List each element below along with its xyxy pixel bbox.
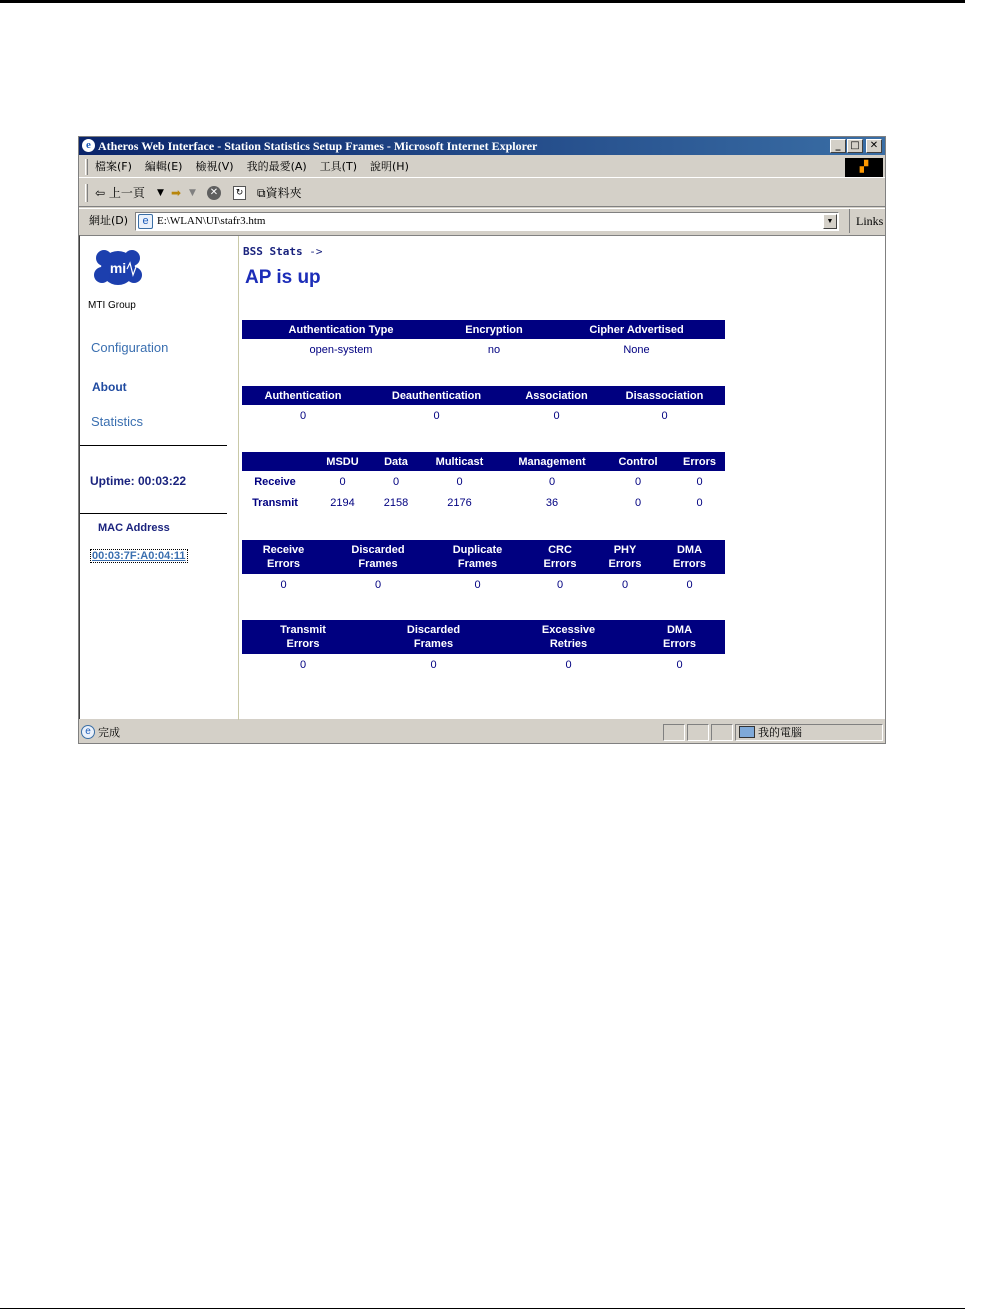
header-line: Frames — [358, 558, 398, 570]
header-errors: Errors — [682, 456, 717, 468]
page-icon: e — [138, 214, 153, 229]
status-panes — [663, 724, 733, 741]
sidebar-divider — [80, 513, 227, 514]
address-dropdown-icon[interactable]: ▼ — [823, 214, 837, 229]
transmit-errors-value: 0 — [299, 659, 307, 671]
header-dma-errors — [654, 543, 725, 571]
page-title: AP is up — [245, 267, 321, 288]
header-dma-errors — [634, 623, 725, 651]
menu-tools[interactable]: 工具(T) — [319, 160, 357, 173]
back-dropdown-icon[interactable]: ▼ — [157, 188, 164, 198]
menu-edit[interactable]: 編輯(E) — [144, 160, 183, 173]
forward-dropdown-icon[interactable]: ▼ — [189, 188, 196, 198]
address-input[interactable] — [135, 212, 839, 231]
header-association: Association — [525, 390, 588, 402]
header-line: Errors — [266, 558, 301, 570]
row-label-receive: Receive — [254, 476, 296, 488]
disassociation-value: 0 — [661, 410, 668, 422]
authentication-value: 0 — [299, 410, 307, 422]
close-button[interactable]: ✕ — [866, 139, 882, 153]
receive-errors-value: 0 — [280, 579, 287, 591]
nav-about-link[interactable]: About — [92, 380, 127, 394]
links-button[interactable]: Links — [849, 209, 883, 233]
menu-bar — [79, 156, 885, 178]
mti-logo-icon — [94, 249, 142, 287]
receive-data: 0 — [392, 476, 400, 488]
transmit-errors-table — [242, 620, 725, 674]
auth-table — [242, 320, 725, 360]
header-encryption: Encryption — [465, 324, 523, 336]
header-line: Errors — [608, 558, 642, 570]
my-computer-icon — [739, 726, 755, 738]
sidebar-frame — [80, 236, 239, 720]
mac-address-link[interactable]: 00:03:7F:A0:04:11 — [92, 550, 186, 562]
duplicate-frames-value: 0 — [474, 579, 481, 591]
toolbar-grip[interactable] — [85, 184, 88, 202]
receive-errors-table — [242, 540, 725, 594]
header-line: Errors — [662, 638, 697, 650]
status-bar — [79, 722, 885, 743]
refresh-icon[interactable]: ↻ — [233, 186, 246, 200]
folders-label: 資料夾 — [265, 186, 302, 200]
header-discarded-frames — [325, 543, 431, 571]
phy-errors-value: 0 — [621, 579, 629, 591]
windows-logo-icon: ▞ — [845, 158, 883, 177]
dma-errors-value: 0 — [686, 579, 693, 591]
logo-caption: MTI Group — [88, 300, 136, 311]
folders-icon: ⧉ — [257, 186, 266, 200]
breadcrumb-arrow: -> — [309, 245, 323, 258]
header-phy-errors — [596, 543, 654, 571]
deauthentication-value: 0 — [433, 410, 440, 422]
header-line: Retries — [549, 638, 588, 650]
menu-file[interactable]: 檔案(F) — [95, 160, 132, 173]
header-line: Errors — [672, 558, 707, 570]
page-bottom-rule — [0, 1308, 965, 1309]
tx-dma-errors-value: 0 — [676, 659, 683, 671]
stop-icon[interactable]: ✕ — [207, 186, 221, 200]
header-crc-errors — [524, 543, 596, 571]
frames-table — [242, 452, 725, 514]
tx-discarded-frames-value: 0 — [430, 659, 437, 671]
header-discarded-frames — [364, 623, 503, 651]
transmit-control: 0 — [634, 497, 642, 509]
discarded-frames-value: 0 — [374, 579, 382, 591]
window-title: Atheros Web Interface - Station Statistics Setup Frames - Microsoft Internet Explorer — [98, 139, 538, 153]
zone-text: 我的電腦 — [758, 726, 802, 739]
nav-configuration-link[interactable]: Configuration — [91, 340, 169, 355]
ie-icon: e — [82, 139, 95, 152]
header-line: CRC — [548, 544, 572, 556]
browser-window — [78, 136, 886, 744]
header-line: Transmit — [280, 624, 326, 636]
uptime-text: Uptime: 00:03:22 — [90, 474, 187, 488]
header-line: Frames — [457, 558, 498, 570]
excessive-retries-value: 0 — [565, 659, 572, 671]
header-cipher-advertised: Cipher Advertised — [589, 324, 684, 336]
cipher-value: None — [623, 344, 650, 356]
header-line: Discarded — [351, 544, 405, 556]
header-authentication-type: Authentication Type — [288, 324, 394, 336]
transmit-management: 36 — [545, 497, 559, 509]
transmit-data: 2158 — [383, 497, 409, 509]
status-pane — [687, 724, 709, 741]
main-frame — [240, 236, 886, 720]
header-line: Receive — [262, 544, 305, 556]
crc-errors-value: 0 — [556, 579, 564, 591]
association-value: 0 — [553, 410, 560, 422]
transmit-msdu: 2194 — [330, 497, 355, 509]
back-button[interactable]: ⇦ 上一頁 — [95, 186, 145, 200]
header-line: Errors — [543, 558, 577, 570]
minimize-button[interactable]: _ — [830, 139, 846, 153]
page-done-icon: e — [81, 725, 95, 739]
receive-control: 0 — [634, 476, 642, 488]
maximize-button[interactable]: □ — [847, 139, 863, 153]
breadcrumb-link[interactable]: BSS Stats — [243, 245, 303, 258]
menu-help[interactable]: 說明(H) — [370, 160, 409, 173]
receive-errors: 0 — [696, 476, 703, 488]
header-authentication: Authentication — [264, 390, 342, 402]
receive-msdu: 0 — [339, 476, 346, 488]
header-multicast: Multicast — [435, 456, 484, 468]
window-controls — [830, 139, 882, 153]
auth-type-value: open-system — [309, 344, 373, 356]
address-bar — [79, 208, 885, 234]
header-line: DMA — [676, 544, 703, 556]
header-line: PHY — [613, 544, 637, 556]
status-text: 完成 — [98, 726, 120, 739]
standard-toolbar — [79, 179, 885, 207]
nav-statistics-link[interactable]: Statistics — [91, 414, 144, 429]
header-disassociation: Disassociation — [625, 390, 704, 402]
header-line: Errors — [286, 638, 320, 650]
address-value[interactable]: E:\WLAN\UI\stafr3.htm — [157, 215, 266, 227]
header-duplicate-frames — [431, 543, 524, 571]
association-table — [242, 386, 725, 426]
header-management: Management — [518, 456, 586, 468]
transmit-multicast: 2176 — [447, 497, 472, 509]
menu-favorites[interactable]: 我的最愛(A) — [246, 160, 307, 173]
header-line: Duplicate — [452, 544, 503, 556]
window-titlebar[interactable] — [79, 137, 885, 155]
header-control: Control — [618, 456, 658, 468]
breadcrumb — [243, 245, 322, 258]
header-deauthentication: Deauthentication — [391, 390, 482, 402]
receive-multicast: 0 — [456, 476, 463, 488]
header-transmit-errors — [242, 623, 364, 651]
folders-button[interactable] — [257, 179, 302, 207]
header-line: Frames — [413, 638, 454, 650]
mac-address-label: MAC Address — [98, 522, 170, 534]
sidebar-divider — [80, 445, 227, 446]
header-line: Discarded — [406, 624, 461, 636]
forward-arrow-icon[interactable]: ➡ — [171, 186, 182, 200]
security-zone — [735, 724, 883, 741]
header-msdu: MSDU — [326, 456, 359, 468]
menubar-grip[interactable] — [85, 159, 88, 175]
status-pane — [711, 724, 733, 741]
encryption-value: no — [487, 344, 501, 356]
address-label: 網址(D) — [89, 214, 129, 227]
transmit-errors: 0 — [696, 497, 703, 509]
status-pane — [663, 724, 685, 741]
page-top-rule — [0, 0, 965, 3]
receive-management: 0 — [548, 476, 556, 488]
header-receive-errors — [242, 543, 325, 571]
row-label-transmit: Transmit — [252, 497, 298, 509]
header-excessive-retries — [503, 623, 634, 651]
page-content — [79, 235, 885, 719]
header-line: DMA — [666, 624, 693, 636]
menu-view[interactable]: 檢視(V) — [195, 160, 234, 173]
svg-text:mi: mi — [109, 260, 127, 276]
header-line: Excessive — [541, 624, 596, 636]
header-data: Data — [384, 456, 408, 468]
